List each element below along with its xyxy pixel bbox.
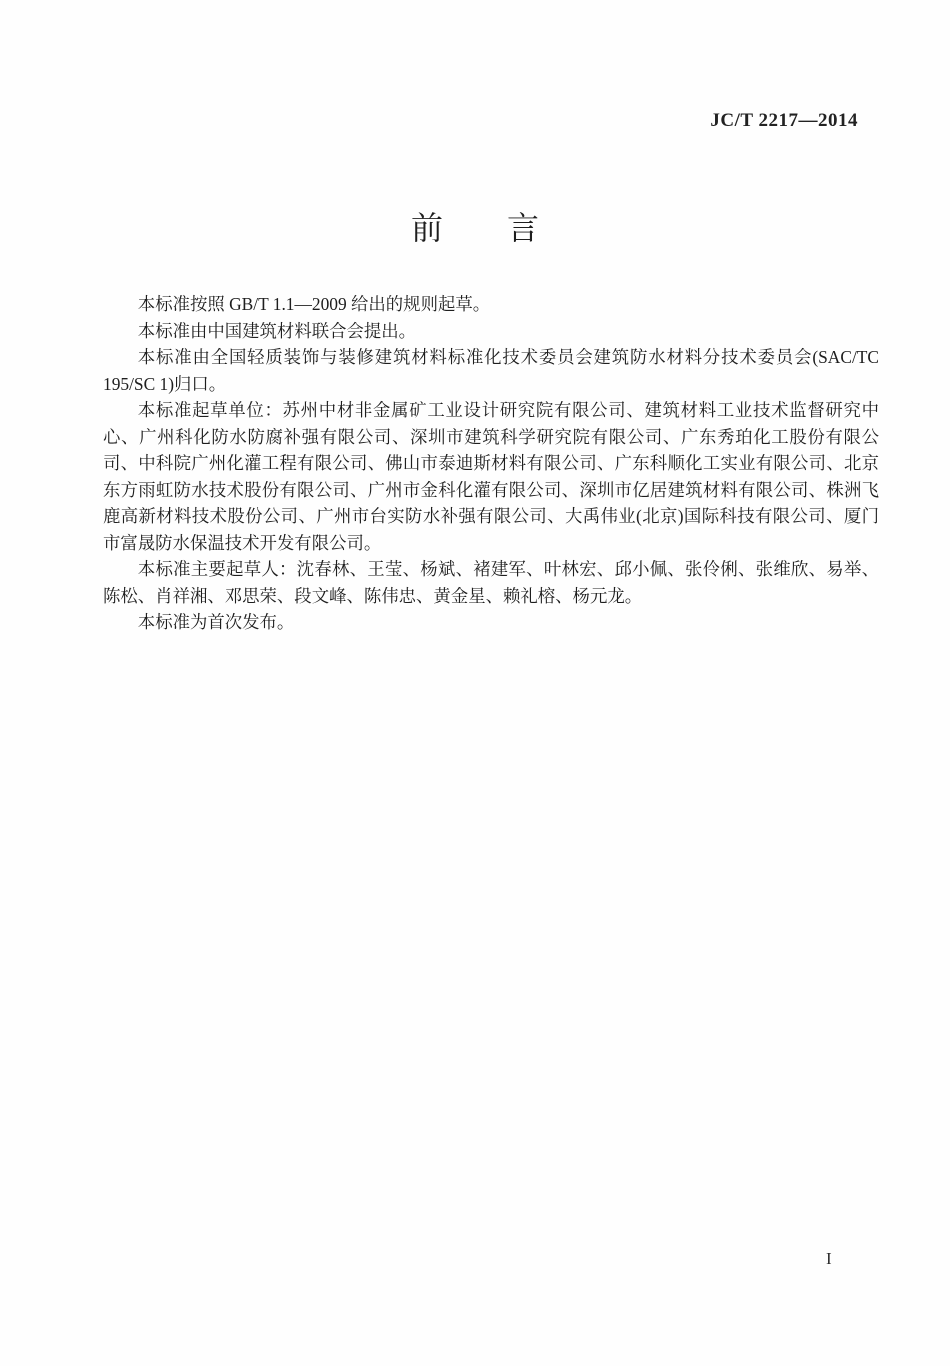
- paragraph-drafting-organizations: 本标准起草单位：苏州中材非金属矿工业设计研究院有限公司、建筑材料工业技术监督研究中心、广州科化防水防腐补强有限公司、深圳市建筑科学研究院有限公司、广东秀珀化工股份有限公司、中科院广州化灌工程有限公司、佛山市泰迪斯材料有限公司、广东科顺化工实业有限公司、北京东方雨虹防水技术股份有限公司、广州市金科化灌有限公司、深圳市亿居建筑材料有限公司、株洲飞鹿高新材料技术股份公司、广州市台实防水补强有限公司、大禹伟业(北京)国际科技有限公司、厦门市富晟防水保温技术开发有限公司。: [103, 400, 879, 553]
- paragraph-drafting-rules: 本标准按照 GB/T 1.1—2009 给出的规则起草。: [137, 294, 491, 314]
- paragraph-main-drafters: 本标准主要起草人：沈春林、王莹、杨斌、褚建军、叶林宏、邱小佩、张伶俐、张维欣、易举、陈松、肖祥湘、邓思荣、段文峰、陈伟忠、黄金星、赖礼榕、杨元龙。: [103, 559, 879, 606]
- paragraph-committee: 本标准由全国轻质装饰与装修建筑材料标准化技术委员会建筑防水材料分技术委员会(SAC/TC 195/SC 1)归口。: [103, 347, 879, 394]
- foreword-body: [103, 291, 879, 636]
- paragraph-first-publication: 本标准为首次发布。: [137, 612, 295, 632]
- foreword-title: 前 言: [410, 210, 539, 246]
- page-number: I: [826, 1249, 832, 1268]
- paragraph-proposed-by: 本标准由中国建筑材料联合会提出。: [137, 320, 417, 341]
- standard-number-header: JC/T 2217—2014: [710, 110, 858, 131]
